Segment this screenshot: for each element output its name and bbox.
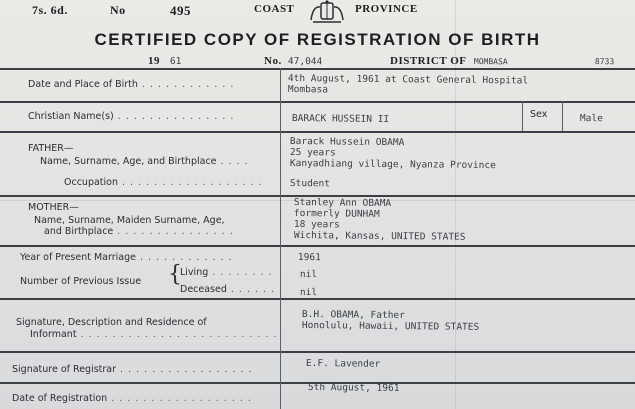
rule (0, 101, 635, 103)
date-place-line2: Mombasa (287, 84, 329, 96)
sex-divider (562, 101, 563, 131)
occupation-value: Student (289, 178, 331, 190)
coat-of-arms-icon (305, 0, 349, 26)
rule (0, 131, 635, 133)
rule (0, 68, 635, 70)
coast-text: COAST (254, 3, 295, 15)
living-value: nil (299, 269, 318, 281)
christian-name-label: Christian Name(s) . . . . . . . . . . . . . . . (28, 111, 235, 122)
mother-label: MOTHER— (28, 202, 79, 213)
informant-line1: B.H. OBAMA, Father (301, 309, 405, 322)
date-place-label: Date and Place of Birth . . . . . . . . . . . . (28, 79, 235, 90)
sex-value: Male (579, 113, 603, 125)
rule (0, 351, 635, 353)
reg-no: 47,044 (287, 56, 323, 68)
informant-label: Signature, Description and Residence of (16, 317, 207, 328)
year-suffix: 61 (169, 56, 182, 68)
certificate-title: CERTIFIED COPY OF REGISTRATION OF BIRTH (94, 30, 541, 49)
number-label: No (110, 3, 126, 17)
deceased-label: Deceased . . . . . . (180, 284, 276, 295)
deceased-value: nil (299, 287, 318, 299)
district-label: DISTRICT OF (390, 55, 467, 67)
registration-date-label: Date of Registration . . . . . . . . . . . . . . . . . . (12, 393, 252, 404)
year-prefix: 19 (148, 55, 160, 67)
informant-line2: Honolulu, Hawaii, UNITED STATES (301, 320, 480, 333)
brace-icon: { (168, 262, 182, 287)
father-age: 25 years (289, 147, 336, 159)
previous-issue-label: Number of Previous Issue (20, 276, 142, 287)
district-value: MOMBASA (473, 56, 508, 67)
reg-no-label: No. (264, 55, 282, 67)
father-birthplace: Kanyadhiang village, Nyanza Province (289, 158, 496, 172)
mother-birthplace: Wichita, Kansas, UNITED STATES (293, 230, 466, 243)
marriage-value: 1961 (297, 252, 321, 264)
mother-maiden: formerly DUNHAM (293, 208, 380, 220)
mother-age: 18 years (293, 219, 340, 231)
mother-name: Stanley Ann OBAMA (293, 197, 392, 210)
living-label: Living . . . . . . . . (180, 267, 273, 278)
mother-sublabel-2: and Birthplace . . . . . . . . . . . . . . . (44, 226, 234, 237)
rule (0, 245, 635, 247)
father-label: FATHER— (28, 143, 74, 154)
father-name: Barack Hussein OBAMA (289, 136, 405, 149)
province-text: PROVINCE (355, 3, 418, 15)
mother-sublabel: Name, Surname, Maiden Surname, Age, (34, 215, 225, 226)
marriage-label: Year of Present Marriage . . . . . . . . . . . . (20, 252, 233, 263)
sex-label: Sex (530, 109, 548, 120)
date-place-line1: 4th August, 1961 at Coast General Hospital (287, 73, 529, 87)
registration-date-value: 5th August, 1961 (307, 382, 400, 394)
registrar-value: E.F. Lavender (305, 358, 381, 370)
ref-number: 8733 (594, 56, 615, 67)
informant-label-2: Informant . . . . . . . . . . . . . . . . . . . . . . . . . (30, 329, 278, 340)
fee-text: 7s. 6d. (32, 3, 68, 17)
sex-divider (522, 101, 523, 131)
registrar-label: Signature of Registrar . . . . . . . . . . . . . . . . . (12, 364, 253, 375)
certificate-number: 495 (170, 3, 191, 18)
occupation-label: Occupation . . . . . . . . . . . . . . . . . . (64, 177, 263, 188)
column-divider (280, 68, 281, 409)
rule (0, 298, 635, 300)
christian-name-value: BARACK HUSSEIN II (291, 113, 390, 126)
father-sublabel: Name, Surname, Age, and Birthplace . . . . (40, 156, 249, 167)
